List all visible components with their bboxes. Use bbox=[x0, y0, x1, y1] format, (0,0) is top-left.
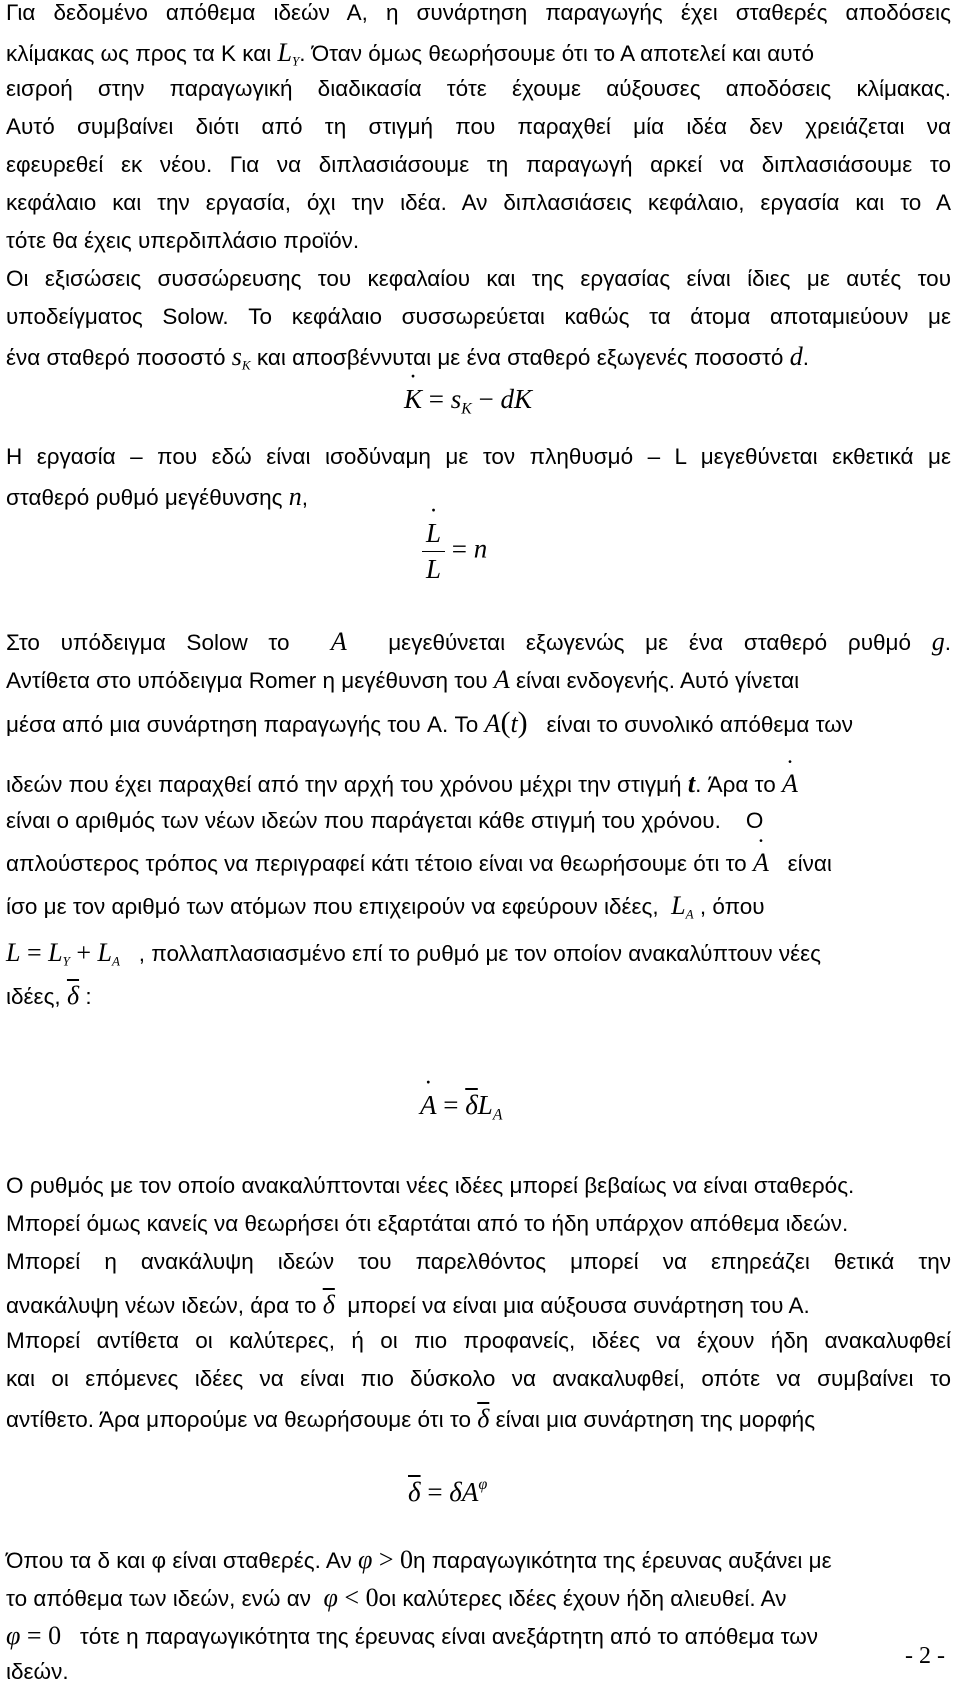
text-line: ιδεών που έχει παραχθεί από την αρχή του χρόνου μέχρι την στιγμή t. Άρα το ˙ A bbox=[6, 771, 951, 797]
text-line: Αυτό συμβαίνει διότι από τη στιγμή που παραχθεί μία ιδέα δεν χρειάζεται να bbox=[6, 114, 951, 139]
text-line: Στο υπόδειγμα Solow το A μεγεθύνεται εξωγενώς με ένα σταθερό ρυθμό g. bbox=[6, 627, 951, 656]
text-line: ανακάλυψη νέων ιδεών, άρα το $\overline{\delta}$ μπορεί να είναι μια αύξουσα συνάρτηση του Α. bbox=[6, 1290, 810, 1319]
text-line: Για δεδομένο απόθεμα ιδεών Α, η συνάρτηση παραγωγής έχει σταθερές αποδόσεις bbox=[6, 0, 951, 25]
text-line: $L = L_Y + L_A$ , πολλαπλασιασμένο επί το ρυθμό με τον οποίον ανακαλύπτουν νέες bbox=[6, 938, 822, 969]
equation-labor-growth: ˙ $\frac{L}{L}$ = n bbox=[422, 520, 487, 583]
text-line: Όπου τα δ και φ είναι σταθερές. Αν φ > 0η παραγωγικότητα της έρευνας αυξάνει με bbox=[6, 1545, 832, 1574]
text-line: υποδείγματος Solow. Το κεφάλαιο συσσωρεύεται καθώς τα άτομα αποταμιεύουν με bbox=[6, 304, 951, 329]
text-line: Αντίθετα στο υπόδειγμα Romer η μεγέθυνση του A είναι ενδογενής. Αυτό γίνεται bbox=[6, 665, 800, 694]
text-line: Μπορεί αντίθετα οι καλύτερες, ή οι πιο προφανείς, ιδέες να έχουν ήδη ανακαλυφθεί bbox=[6, 1328, 951, 1353]
text-line: ένα σταθερό ποσοστό $s_K$ και αποσβέννυται με ένα σταθερό εξωγενές ποσοστό d. bbox=[6, 342, 809, 373]
text-line: φ = 0 τότε η παραγωγικότητα της έρευνας είναι ανεξάρτητη από το απόθεμα των bbox=[6, 1621, 819, 1650]
text-line: αντίθετο. Άρα μπορούμε να θεωρήσουμε ότι το $\overline{\delta}$ είναι μια συνάρτηση της μορφής bbox=[6, 1404, 816, 1433]
text-line: εφευρεθεί εκ νέου. Για να διπλασιάσουμε τη παραγωγή αρκεί να διπλασιάσουμε το bbox=[6, 152, 951, 177]
text-line: κλίμακας ως προς τα Κ και $L_Y$. Όταν όμως θεωρήσουμε ότι το Α αποτελεί και αυτό bbox=[6, 38, 814, 69]
text-line: μέσα από μια συνάρτηση παραγωγής του A. Το A(t) είναι το συνολικό απόθεμα των bbox=[6, 706, 854, 739]
text-line: ιδεών. bbox=[6, 1659, 69, 1684]
text-line: το απόθεμα των ιδεών, ενώ αν φ < 0οι καλύτερες ιδέες έχουν ήδη αλιευθεί. Αν bbox=[6, 1583, 787, 1612]
text-line: ιδέες, $\overline{\delta}$ : bbox=[6, 981, 92, 1010]
text-line: και οι επόμενες ιδέες να είναι πιο δύσκολο να ανακαλυφθεί, οπότε να συμβαίνει το bbox=[6, 1366, 951, 1391]
page-number: - 2 - bbox=[905, 1643, 945, 1669]
text-line: σταθερό ρυθμό μεγέθυνσης n, bbox=[6, 482, 309, 511]
text-line: τότε θα έχεις υπερδιπλάσιο προϊόν. bbox=[6, 228, 360, 253]
equation-capital-accumulation: ˙ $K = s_K$ − dK bbox=[404, 386, 532, 417]
text-line: Ο ρυθμός με τον οποίο ανακαλύπτονται νέες ιδέες μπορεί βεβαίως να είναι σταθερός. bbox=[6, 1173, 855, 1198]
text-line: είναι ο αριθμός των νέων ιδεών που παράγεται κάθε στιγμή του χρόνου. Ο bbox=[6, 808, 764, 833]
text-line: Η εργασία – που εδώ είναι ισοδύναμη με τον πληθυσμό – L μεγεθύνεται εκθετικά με bbox=[6, 444, 951, 469]
text-line: απλούστερος τρόπος να περιγραφεί κάτι τέτοιο είναι να θεωρήσουμε ότι το ˙ A είναι bbox=[6, 850, 951, 876]
text-line: Οι εξισώσεις συσσώρευσης του κεφαλαίου και της εργασίας είναι ίδιες με αυτές του bbox=[6, 266, 951, 291]
text-line: εισροή στην παραγωγική διαδικασία τότε έχουμε αύξουσες αποδόσεις κλίμακας. bbox=[6, 76, 951, 101]
text-line: Μπορεί η ανακάλυψη ιδεών του παρελθόντος μπορεί να επηρεάζει θετικά την bbox=[6, 1249, 951, 1274]
text-line: ίσο με τον αριθμό των ατόμων που επιχειρούν να εφεύρουν ιδέες, $L_A$ , όπου bbox=[6, 891, 765, 922]
equation-idea-production: ˙ $A = \overline{\delta}L_A$ bbox=[420, 1092, 502, 1123]
equation-discovery-rate: $\overline{\delta} = \delta A^\varphi$ bbox=[408, 1475, 488, 1508]
text-line: κεφάλαιο και την εργασία, όχι την ιδέα. Αν διπλασιάσεις κεφάλαιο, εργασία και το Α bbox=[6, 190, 951, 215]
text-line: Μπορεί όμως κανείς να θεωρήσει ότι εξαρτάται από το ήδη υπάρχον απόθεμα ιδεών. bbox=[6, 1211, 849, 1236]
